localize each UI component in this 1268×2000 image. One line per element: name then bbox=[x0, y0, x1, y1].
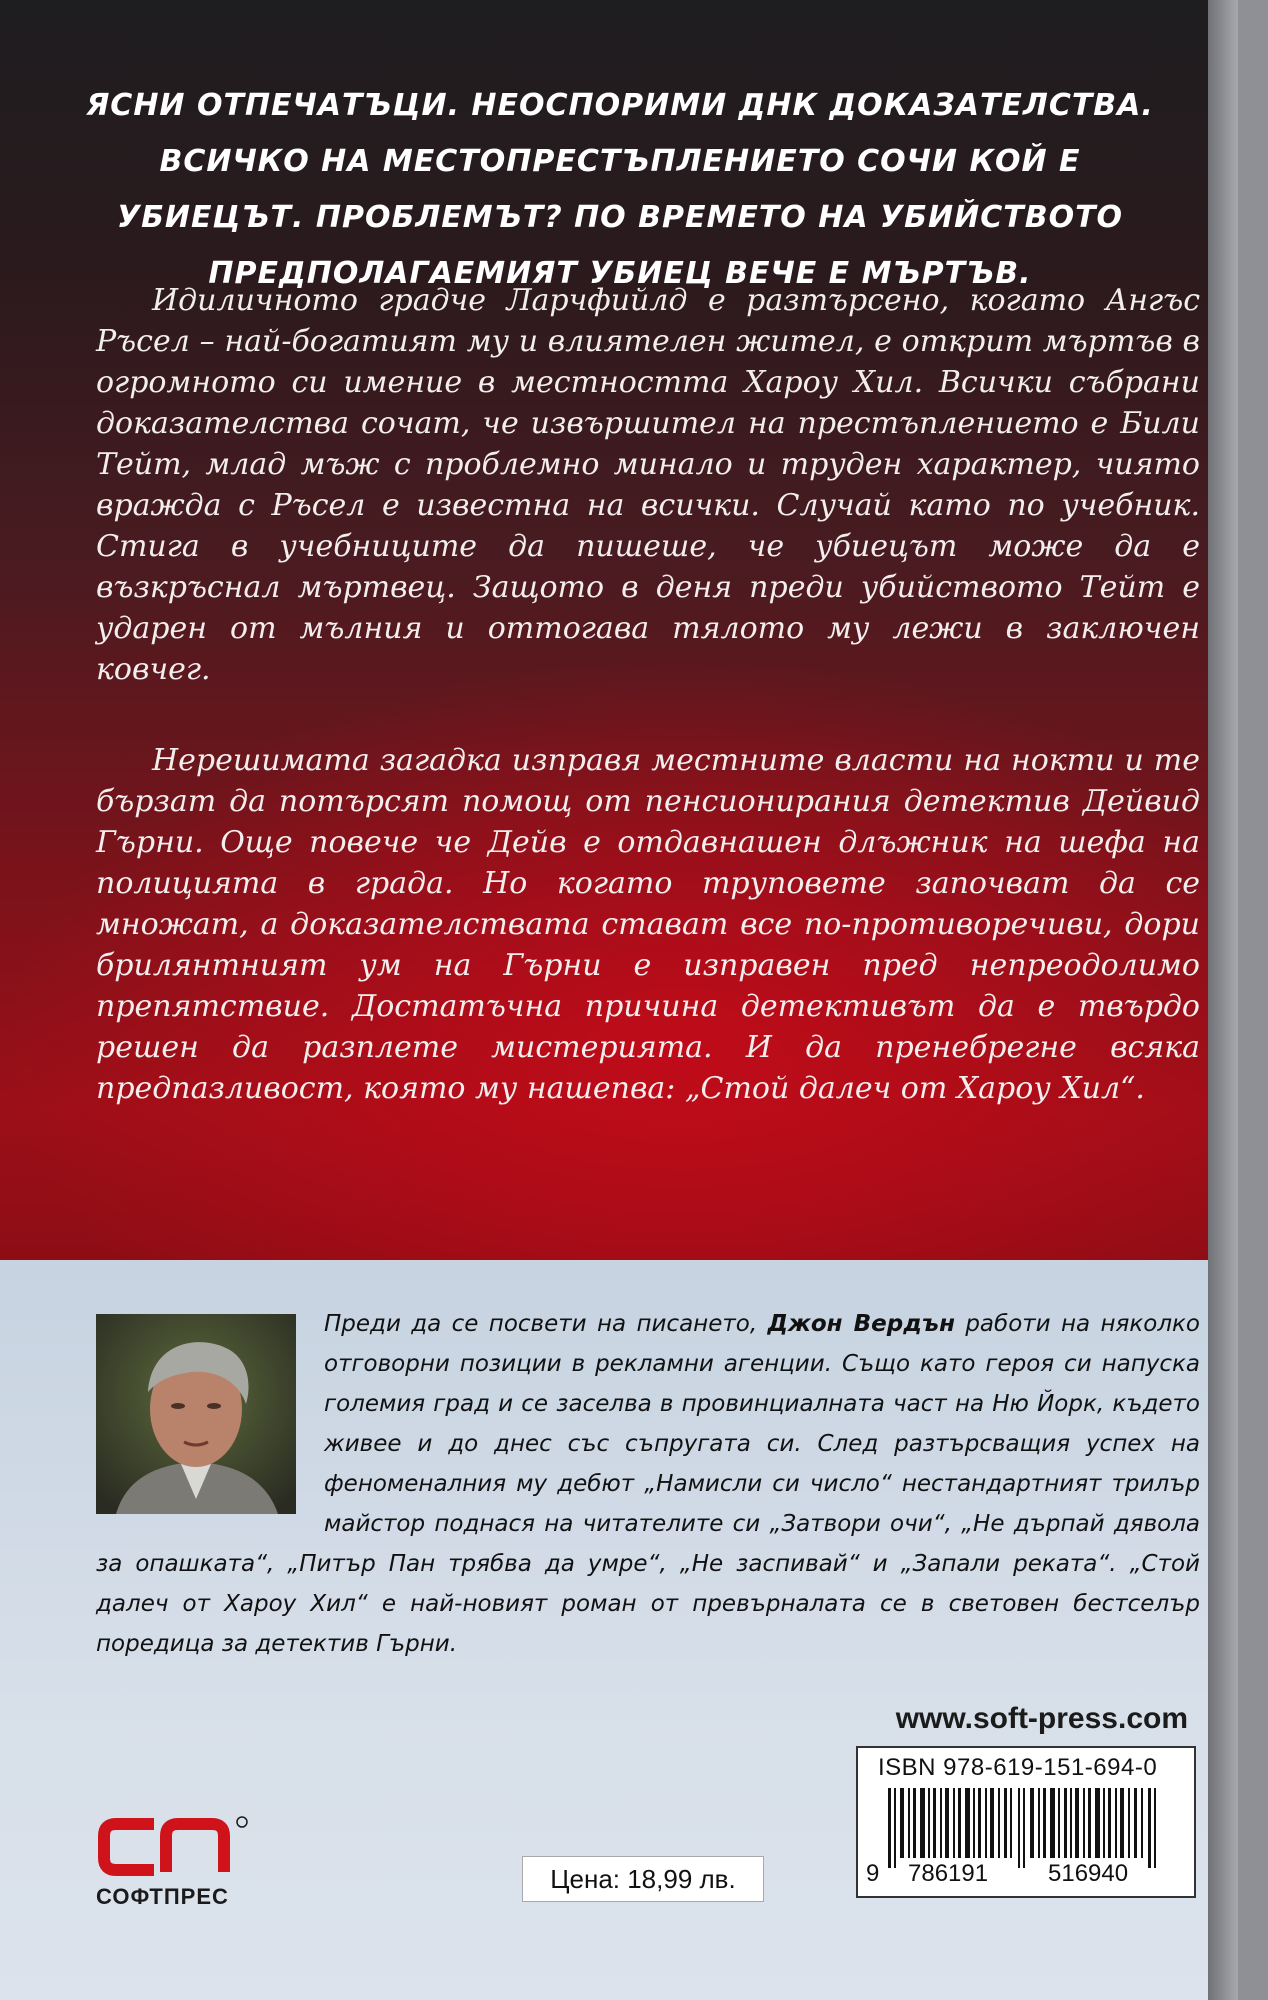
spine-edge bbox=[1208, 0, 1238, 2000]
synopsis-paragraph-2: Нерешимата загадка изправя местните власти на нокти и те бързат да потърсят помощ от пенсионирания детектив Дейвид Гърни. Още повече че Дейв е отдавнашен длъжник на шефа на полицията в града. Но когато труповете започват да се множат, а доказателствата стават все по-противоречиви, дори брилянтният ум на Гърни е изправен пред непреодолимо препятствие. Достатъчна причина детективът да е твърдо решен да разплете мистерията. И да пренебрегне всяка предпазливост, която му нашепва: „Стой далеч от Хароу Хил“. bbox=[96, 743, 1200, 1106]
author-portrait-image bbox=[96, 1314, 296, 1514]
barcode-digits-left: 786191 bbox=[908, 1860, 989, 1887]
publisher-website: www.soft-press.com bbox=[895, 1702, 1188, 1735]
barcode-digit-first: 9 bbox=[866, 1860, 880, 1887]
price-sticker: Цена: 18,99 лв. bbox=[522, 1856, 764, 1902]
publisher-logo bbox=[96, 1810, 266, 1920]
barcode-bars bbox=[858, 1788, 1194, 1868]
publisher-logo-mark bbox=[96, 1810, 266, 1886]
tagline: ЯСНИ ОТПЕЧАТЪЦИ. НЕОСПОРИМИ ДНК ДОКАЗАТЕЛСТВА. ВСИЧКО НА МЕСТОПРЕСТЪПЛЕНИЕТО СОЧИ КОЙ Е УБИЕЦЪТ. ПРОБЛЕМЪТ? ПО ВРЕМЕТО НА УБИЙСТВОТО ПРЕДПОЛАГАЕМИЯТ УБИЕЦ ВЕЧЕ Е МЪРТЪВ. bbox=[86, 88, 1154, 291]
publisher-name: СОФТПРЕС bbox=[96, 1884, 229, 1909]
isbn-number: ISBN 978-619-151-694-0 bbox=[878, 1754, 1158, 1781]
author-photo bbox=[96, 1314, 296, 1514]
bio-rest: работи на няколко отговорни позиции в рекламни агенции. Също като героя си напуска големия град и се заселва в провинциалната част на Ню Йорк, където живее и до днес със съпругата си. След разтърсващия успех на феноменалния му дебют „Намисли си число“ нестандартният трилър майстор поднася на читателите си „Затвори очи“, „Не дърпай дявола за опашката“, „Питър Пан трябва да умре“, „Не заспивай“ и „Запали реката“. „Стой далеч от Хароу Хил“ е най-новият роман от превърналата се в световен бестселър поредица за детектив Гърни. bbox=[96, 1311, 1200, 1657]
author-name: Джон Вердън bbox=[767, 1311, 955, 1337]
synopsis-paragraph-1: Идиличното градче Ларчфийлд е разтърсено, когато Ангъс Ръсел – най-богатият му и влиятелен жител, е открит мъртъв в огромното си имение в местността Хароу Хил. Всички събрани доказателства сочат, че извършител на престъплението е Били Тейт, млад мъж с проблемно минало и труден характер, чиято вражда с Ръсел е известна на всички. Случай като по учебник. Стига в учебниците да пишеше, че убиецът може да е възкръснал мъртвец. Защото в деня преди убийството Тейт е ударен от мълния и оттогава тялото му лежи в заключен ковчег. bbox=[96, 283, 1200, 687]
barcode-label bbox=[856, 1746, 1196, 1898]
bio-intro: Преди да се посвети на писането, bbox=[324, 1311, 768, 1337]
barcode-digits-right: 516940 bbox=[1048, 1860, 1129, 1887]
